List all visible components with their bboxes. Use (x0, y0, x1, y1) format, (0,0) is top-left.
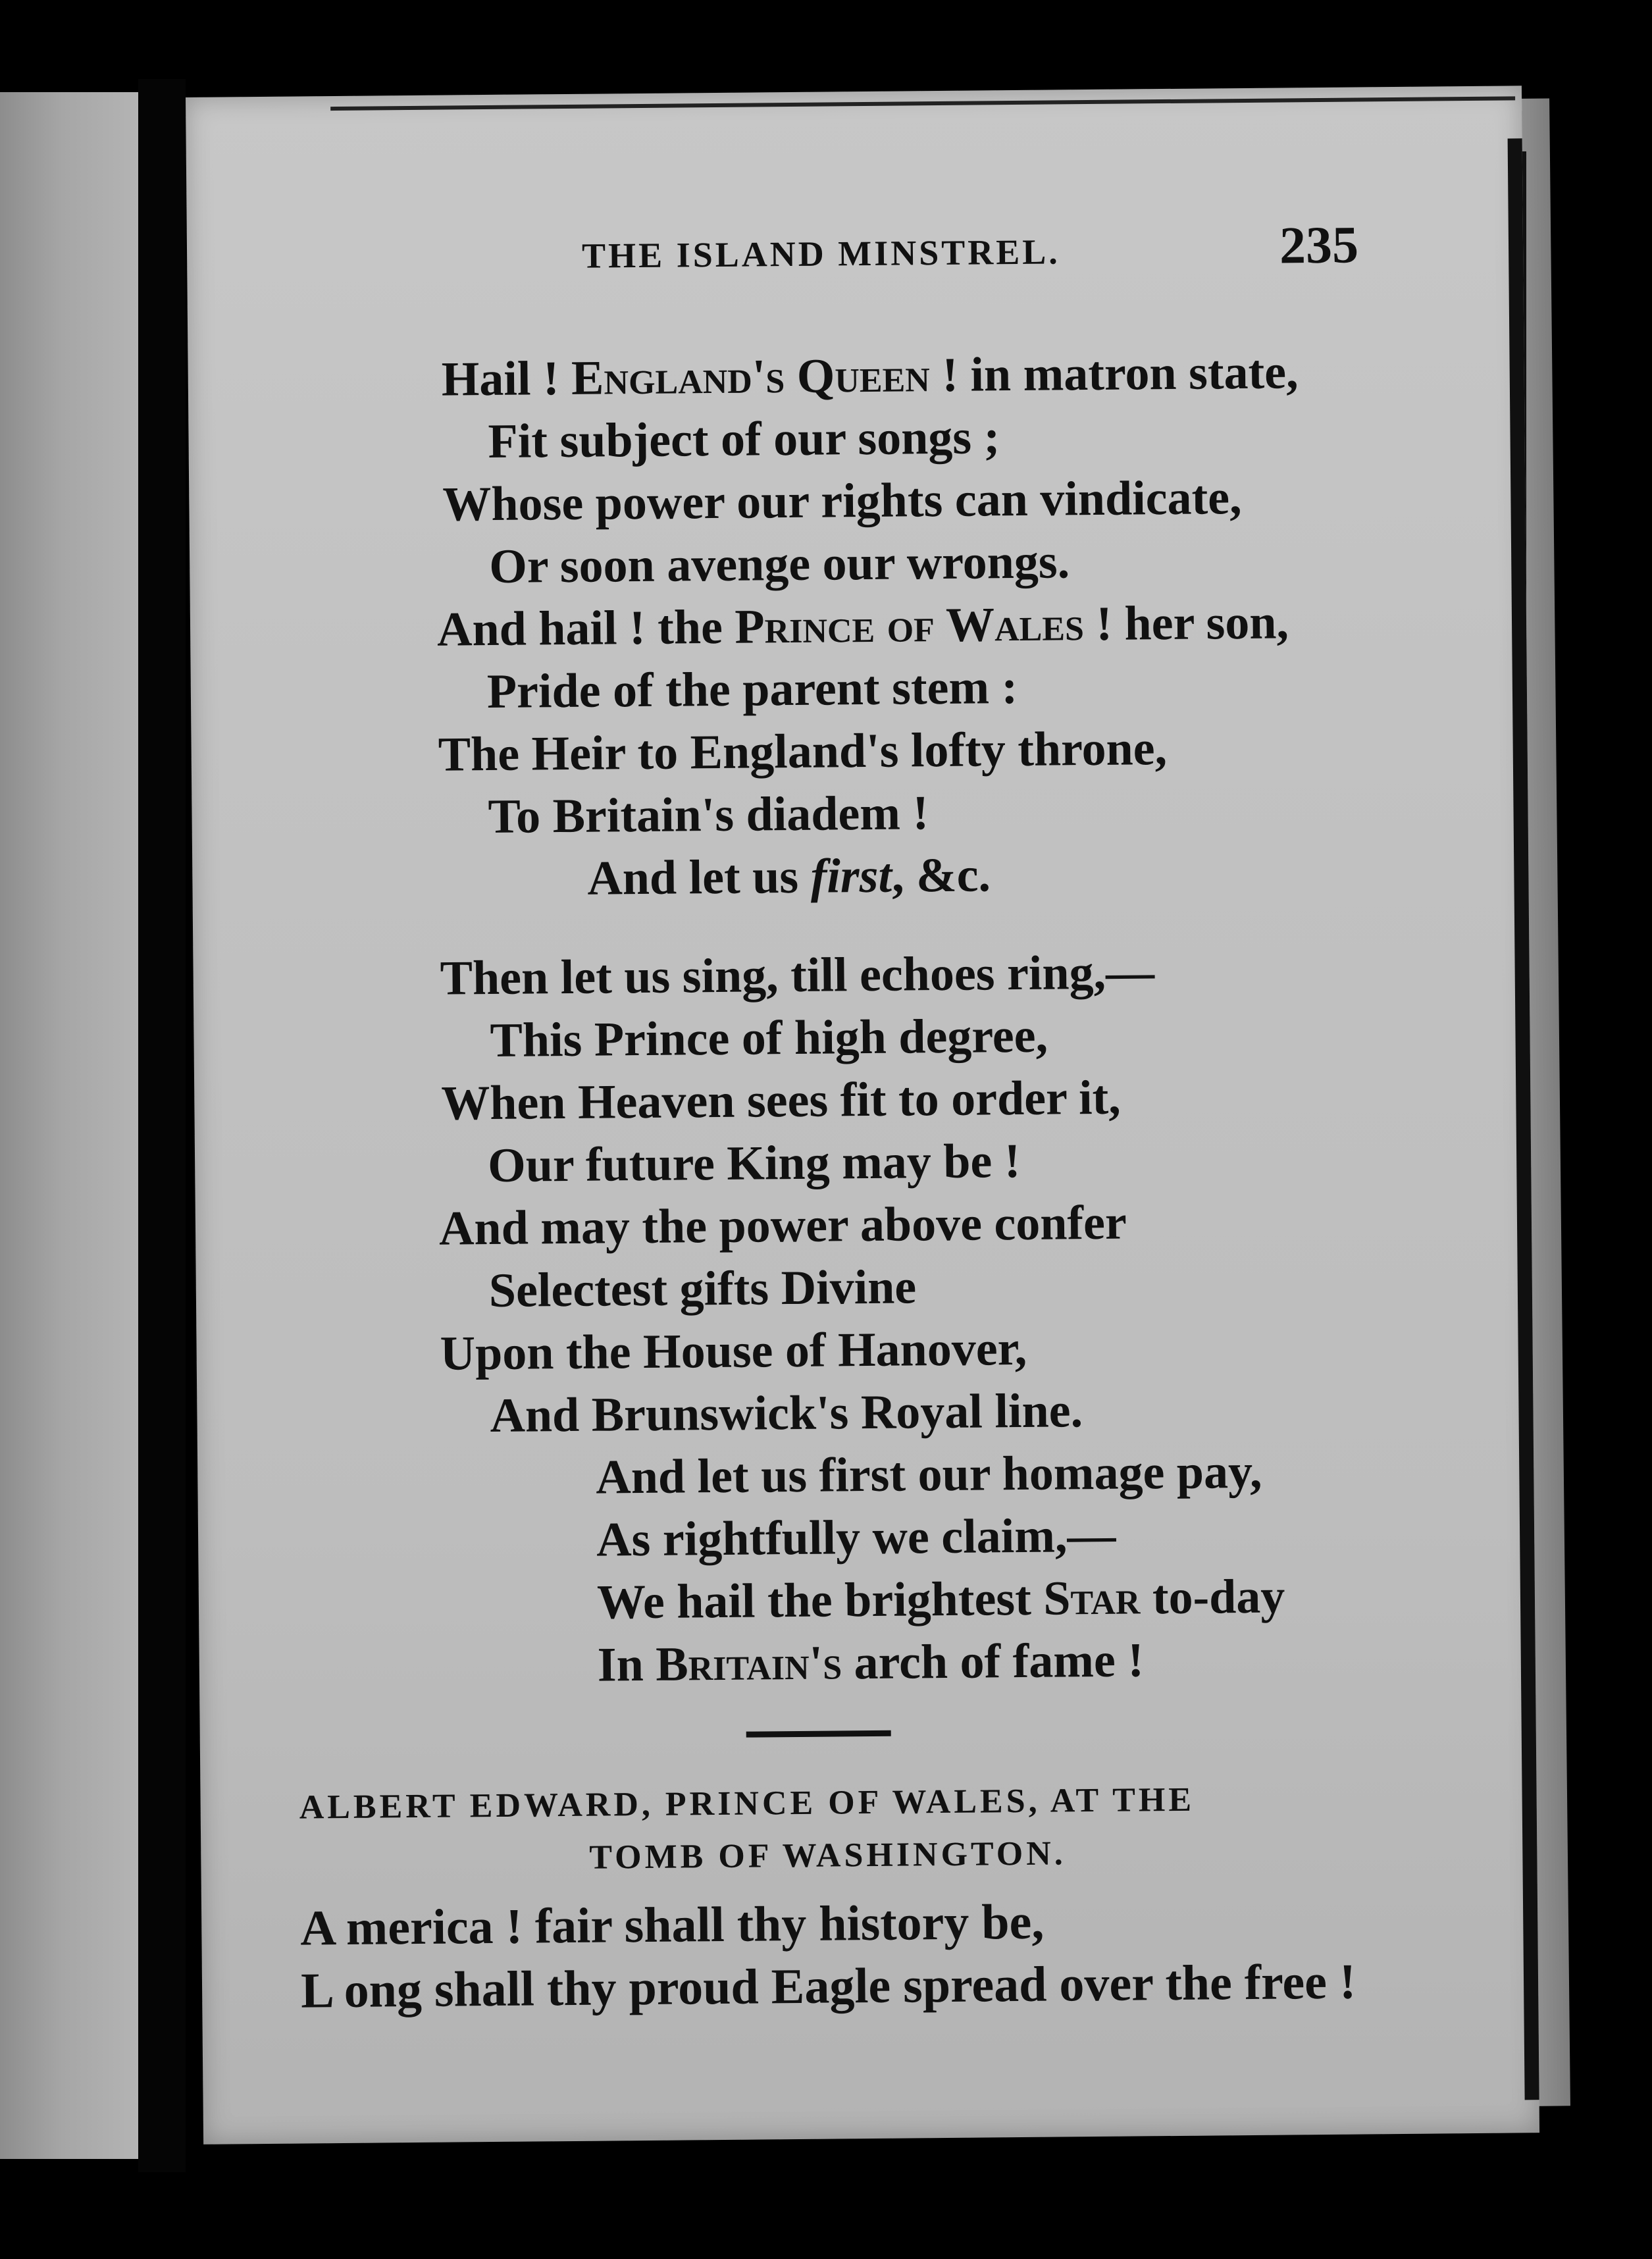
stanza1-line-6: Pride of the parent stem : (486, 660, 1018, 719)
chorus-line-2: As rightfully we claim,— (596, 1508, 1116, 1567)
stanza1-line-7: The Heir to England's lofty throne, (438, 721, 1168, 782)
stanza2-line-4: Our future King may be ! (487, 1133, 1021, 1193)
refrain-line: And let us first, &c. (587, 848, 991, 906)
stanza1-line-3: Whose power our rights can vindicate, (442, 471, 1242, 532)
stanza2-line-2: This Prince of high degree, (490, 1008, 1048, 1068)
stanza2-line-3: When Heaven sees fit to order it, (440, 1070, 1122, 1131)
stanza2-line-1: Then let us sing, till echoes ring,— (440, 945, 1155, 1006)
stanza1-line-2: Fit subject of our songs ; (488, 410, 1000, 469)
chorus-line-3: We hail the brightest Star to-day (596, 1569, 1285, 1630)
stanza2-line-7: Upon the House of Hanover, (440, 1321, 1027, 1381)
stanza2-line-8: And Brunswick's Royal line. (490, 1384, 1083, 1443)
stanza2-line-6: Selectest gifts Divine (488, 1260, 917, 1318)
chorus-line-1: And let us first our homage pay, (595, 1444, 1262, 1505)
book-page (186, 86, 1539, 2144)
next-poem-line-2: L ong shall thy proud Eagle spread over the free ! (300, 1954, 1356, 2019)
section-divider (746, 1730, 891, 1738)
stanza1-line-8: To Britain's diadem ! (488, 786, 929, 844)
page-number: 235 (1279, 216, 1359, 275)
page-top-edge (330, 96, 1515, 111)
next-poem-title-line-1: ALBERT EDWARD, PRINCE OF WALES, AT THE (299, 1780, 1195, 1827)
stanza1-line-4: Or soon avenge our wrongs. (488, 534, 1070, 594)
stanza1-line-1: Hail ! England's Queen ! in matron state, (441, 345, 1299, 407)
next-poem-line-1: A merica ! fair shall thy history be, (299, 1894, 1045, 1956)
next-poem-title-line-2: TOMB OF WASHINGTON. (589, 1834, 1067, 1877)
chorus-line-4: In Britain's arch of fame ! (597, 1633, 1145, 1692)
book-gutter (138, 79, 186, 2172)
stanza2-line-5: And may the power above confer (438, 1195, 1127, 1256)
stanza1-line-5: And hail ! the Prince of Wales ! her son, (436, 595, 1289, 657)
running-head: THE ISLAND MINSTREL. (581, 232, 1061, 276)
facing-page-edge (0, 92, 138, 2159)
